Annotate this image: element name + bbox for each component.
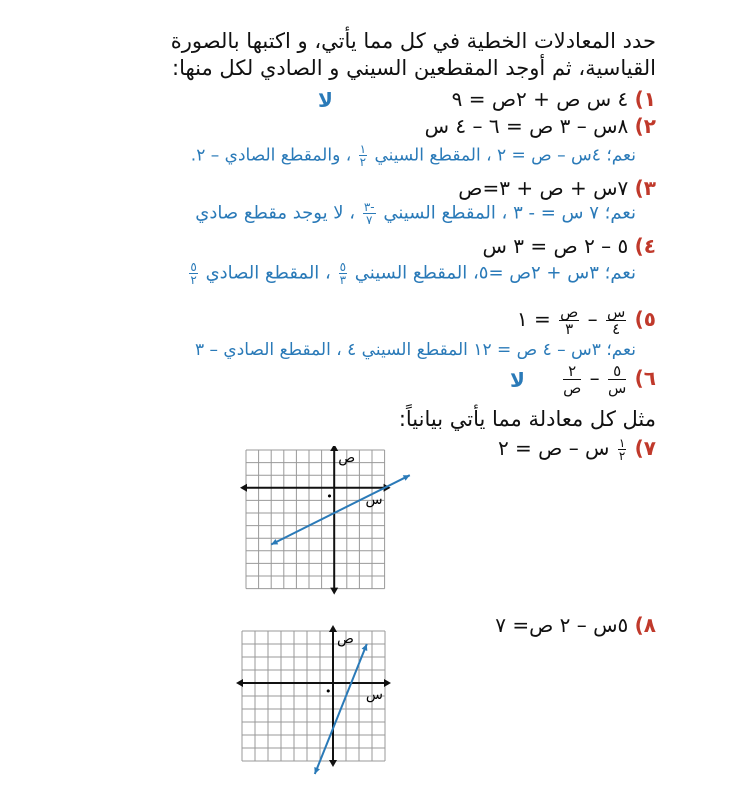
problem-3-fraction (363, 201, 376, 226)
problem-3-answer-part-a: نعم؛ ٧ س = - ٣ ، المقطع السيني (383, 202, 636, 224)
problem-8 (495, 613, 656, 637)
problem-5-answer: نعم؛ ٣س – ٤ ص = ١٢ المقطع السيني ٤ ، المقطع الصادي – ٣ (194, 340, 636, 360)
problem-2-number: ٢) (634, 114, 656, 138)
x-axis-label: س (365, 687, 383, 703)
problem-5 (517, 304, 656, 337)
problem-7-fraction (618, 437, 626, 462)
fraction-denominator: ٧ (366, 213, 373, 227)
problem-2-answer-part-a: نعم؛ ٤س – ص = ٢ ، المقطع السيني (374, 145, 636, 166)
problem-4-answer-part-a: نعم؛ ٣س + ٢ص =٥، المقطع السيني (354, 262, 636, 284)
fraction-numerator: ٢ (563, 363, 581, 380)
problem-6-fraction-1 (608, 363, 626, 396)
problem-3-answer-part-b: ، لا يوجد مقطع صادي (195, 202, 356, 224)
y-axis-arrow-up (330, 446, 338, 451)
problem-1-equation: ٤ س ص + ٢ص = ٩ (451, 87, 629, 111)
problem-2 (425, 114, 656, 138)
problem-3 (458, 176, 656, 200)
x-axis-arrow-left (236, 679, 243, 687)
problem-1 (452, 87, 656, 111)
fraction-numerator: ٥ (608, 363, 626, 380)
problem-4-answer-part-b: ، المقطع الصادي (205, 262, 331, 284)
y-axis-arrow-up (329, 625, 337, 632)
origin-dot: • (326, 489, 333, 503)
x-axis-arrow-left (240, 484, 247, 492)
fraction-denominator: ص (563, 379, 582, 397)
fraction-denominator: ٢ (359, 155, 367, 169)
minus-sign: – (589, 366, 600, 390)
problem-3-answer (195, 201, 636, 226)
fraction-numerator: ص (560, 303, 579, 321)
fraction-denominator: ٣ (565, 320, 574, 338)
fraction-numerator: س (606, 303, 626, 321)
problem-4-answer (187, 261, 636, 286)
problem-4-equation: ٥ – ٢ ص = ٣ س (482, 234, 629, 258)
problem-4-fraction-2 (189, 261, 197, 286)
problem-7 (498, 436, 656, 462)
problem-5-number: ٥) (634, 307, 656, 331)
problem-8-number: ٨) (634, 613, 656, 637)
problem-2-equation: ٨س – ٣ ص = ٦ – ٤ س (424, 114, 629, 138)
problem-3-number: ٣) (634, 176, 656, 200)
problem-1-answer: لا (318, 88, 333, 112)
fraction-numerator: ٥ (339, 260, 347, 274)
fraction-denominator: ٤ (612, 320, 621, 338)
problem-6-number: ٦) (634, 366, 656, 390)
intro-line-1: حدد المعادلات الخطية في كل مما يأتي، و اكتبها بالصورة (170, 29, 656, 53)
problem-7-number: ٧) (634, 436, 656, 460)
origin-dot: • (325, 685, 332, 698)
y-axis-label: ص (338, 450, 356, 466)
fraction-numerator: ٥ (190, 260, 197, 274)
fraction-denominator: ٢ (190, 273, 197, 287)
problem-7-equation: س – ص = ٢ (497, 436, 610, 460)
minus-sign: – (587, 307, 598, 331)
problem-2-fraction (359, 143, 367, 168)
fraction-denominator: ٣ (339, 273, 347, 287)
problem-2-answer-part-b: ، والمقطع الصادي – ٢. (190, 145, 352, 166)
intro-line-2: القياسية، ثم أوجد المقطعين السيني و الصادي لكل منها: (172, 56, 656, 80)
graph-problem-7 (240, 446, 435, 596)
problem-3-equation: ٧س + ص + ٣=ص (458, 176, 629, 200)
problem-6 (561, 363, 656, 396)
x-axis-label: س (365, 491, 383, 508)
graph-heading: مثل كل معادلة مما يأتي بيانياً: (398, 407, 656, 431)
fraction-numerator: ١ (618, 436, 626, 450)
problem-1-number: ١) (634, 87, 656, 111)
x-axis-arrow-right (384, 679, 391, 687)
problem-4-number: ٤) (634, 234, 656, 258)
problem-5-fraction-x (606, 304, 626, 337)
problem-6-answer: لا (510, 368, 525, 392)
fraction-numerator: -٣ (363, 200, 375, 214)
problem-6-fraction-2 (563, 363, 581, 396)
fraction-numerator: ١ (359, 142, 367, 156)
fraction-denominator: س (607, 379, 627, 397)
fraction-denominator: ٢ (618, 449, 626, 463)
graph-problem-8 (236, 625, 426, 775)
y-axis-arrow-down (330, 588, 338, 595)
grid (246, 450, 385, 589)
y-axis-label: ص (337, 631, 354, 647)
problem-2-answer (191, 143, 636, 168)
problem-5-equation-tail: = ١ (516, 307, 551, 331)
problem-4 (483, 234, 656, 258)
y-axis-arrow-down (329, 760, 337, 767)
problem-8-equation: ٥س – ٢ ص= ٧ (495, 613, 629, 637)
graph-line (271, 475, 410, 544)
problem-5-fraction-y (559, 304, 579, 337)
problem-4-fraction-1 (339, 261, 347, 286)
